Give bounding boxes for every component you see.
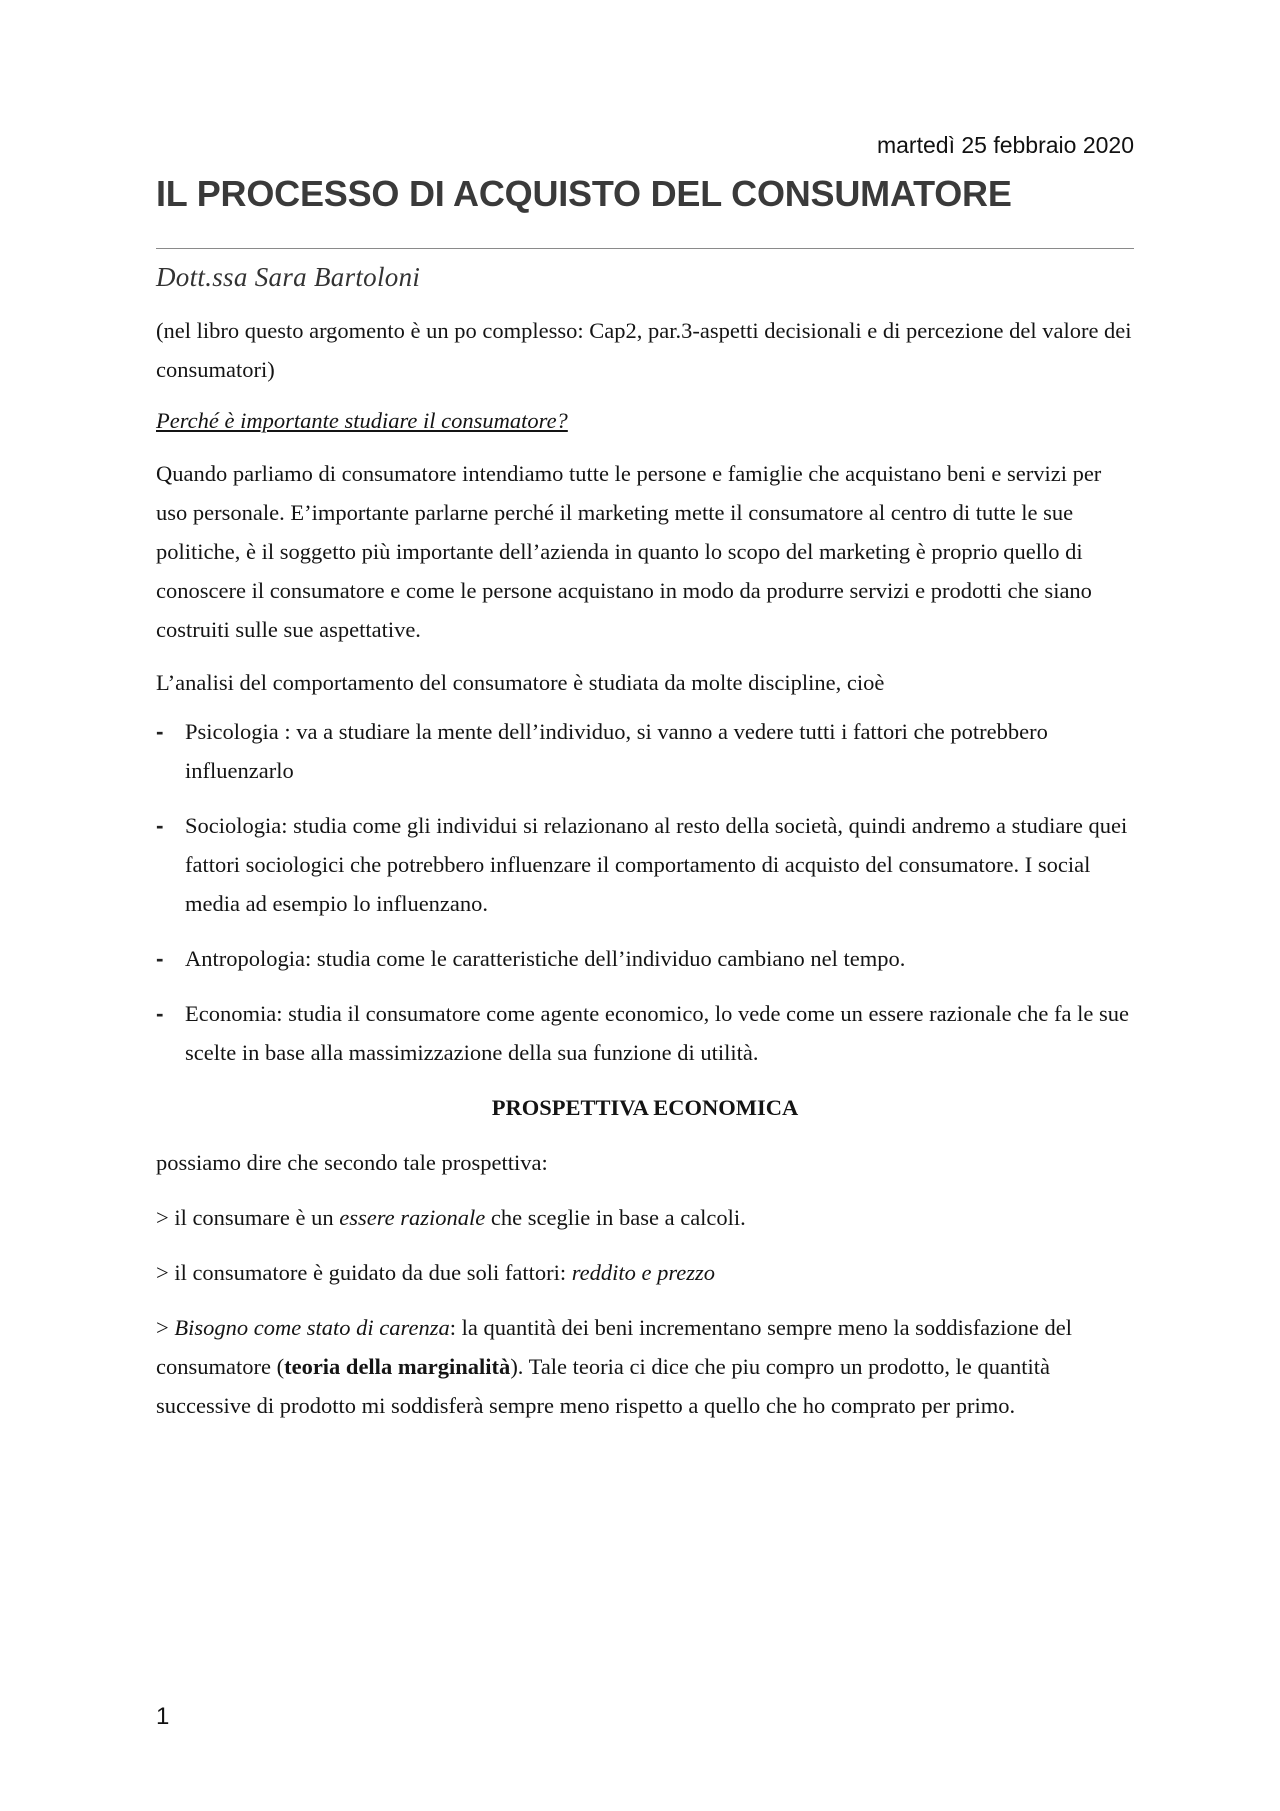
list-item	[156, 806, 1134, 923]
disciplines-list	[156, 712, 1134, 1072]
section-question: Perché è importante studiare il consumatore?	[156, 408, 568, 433]
list-item	[156, 712, 1134, 790]
document-title: IL PROCESSO DI ACQUISTO DEL CONSUMATORE	[156, 173, 1012, 214]
perspective-lead: possiamo dire che secondo tale prospettiva:	[156, 1150, 548, 1175]
dash-bullet: -	[156, 1001, 164, 1026]
point-strong: teoria della marginalità	[284, 1354, 511, 1379]
point-need	[156, 1308, 1134, 1425]
point-factors	[156, 1253, 1134, 1292]
point-text: ). Tale teoria ci dice che piu compro un prodotto, le quantità successive di prodotto mi soddisferà sempre meno rispetto a quello che ho comprato per primo.	[156, 1354, 1051, 1418]
page-content	[156, 130, 1134, 1425]
author-name: Dott.ssa Sara Bartoloni	[156, 262, 421, 292]
point-text: > il consumare è un	[156, 1205, 340, 1230]
list-item	[156, 939, 1134, 978]
document-date: martedì 25 febbraio 2020	[876, 132, 1134, 158]
list-item-text: Psicologia : va a studiare la mente dell’individuo, si vanno a vedere tutti i fattori che potrebbero influenzarlo	[185, 719, 1048, 783]
point-text: : la quantità dei beni incrementano sempre meno la soddisfazione del consumatore (	[156, 1315, 1073, 1379]
point-rational	[156, 1198, 1134, 1237]
dash-bullet: -	[156, 719, 164, 744]
point-text: > il consumatore è guidato da due soli fattori:	[156, 1260, 572, 1285]
book-note: (nel libro questo argomento è un po complesso: Cap2, par.3-aspetti decisionali e di percezione del valore dei consumatori)	[156, 318, 1132, 382]
point-text: che sceglie in base a calcoli.	[485, 1205, 746, 1230]
dash-bullet: -	[156, 813, 164, 838]
intro-paragraph: Quando parliamo di consumatore intendiamo tutte le persone e famiglie che acquistano beni e servizi per uso personale. E’importante parlarne perché il marketing mette il consumatore al centro di tutte le sue politiche, è il soggetto più importante dell’azienda in quanto lo scopo del marketing è proprio quello di conoscere il consumatore e come le persone acquistano in modo da produrre servizi e prodotti che siano costruiti sulle sue aspettative.	[156, 461, 1102, 642]
list-item-text: Economia: studia il consumatore come agente economico, lo vede come un essere razionale che fa le sue scelte in base alla massimizzazione della sua funzione di utilità.	[185, 1001, 1129, 1065]
title-divider	[156, 248, 1134, 249]
section-heading: PROSPETTIVA ECONOMICA	[491, 1095, 799, 1120]
dash-bullet: -	[156, 946, 164, 971]
page-number: 1	[156, 1703, 170, 1730]
list-item	[156, 994, 1134, 1072]
point-emphasis: essere razionale	[339, 1205, 486, 1230]
disciplines-lead: L’analisi del comportamento del consumatore è studiata da molte discipline, cioè	[156, 670, 885, 695]
point-emphasis: Bisogno come stato di carenza	[174, 1315, 450, 1340]
point-text: >	[156, 1315, 175, 1340]
point-emphasis: reddito e prezzo	[571, 1260, 716, 1285]
list-item-text: Antropologia: studia come le caratteristiche dell’individuo cambiano nel tempo.	[185, 946, 906, 971]
list-item-text: Sociologia: studia come gli individui si relazionano al resto della società, quindi andremo a studiare quei fattori sociologici che potrebbero influenzare il comportamento di acquisto del consumatore. I social media ad esempio lo influenzano.	[185, 813, 1128, 916]
